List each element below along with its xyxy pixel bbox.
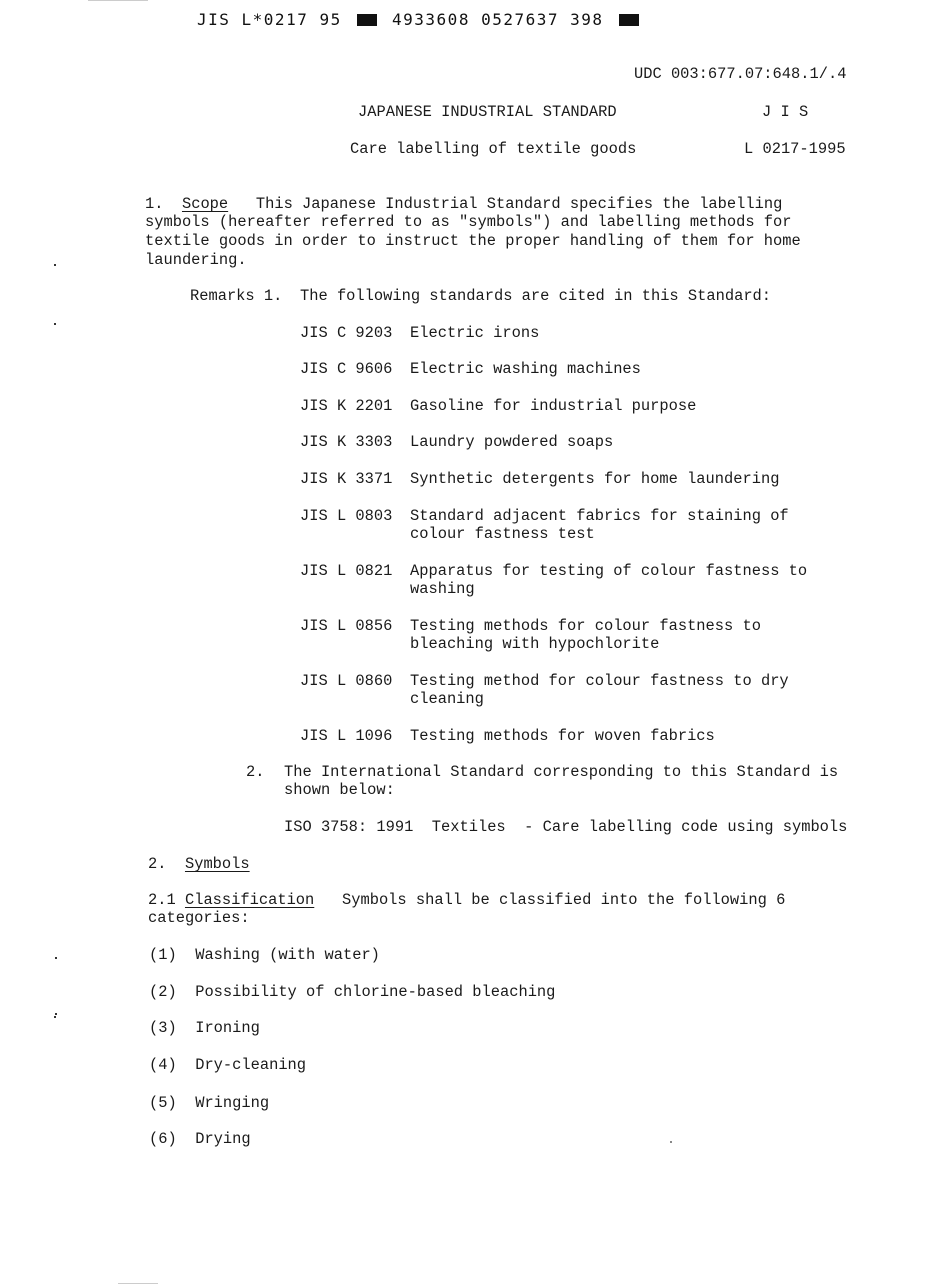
remarks-label: Remarks 1. [190,287,283,305]
cited-standard-code: JIS C 9606 [300,360,393,378]
scope-text-line: textile goods in order to instruct the proper handling of them for home [145,232,801,250]
section-number: 2. [148,855,167,873]
category-number: (6) [149,1130,177,1148]
scope-text-line: symbols (hereafter referred to as "symbols") and labelling methods for [145,213,792,231]
section-2-heading [148,855,250,874]
cited-standard-code: JIS L 0860 [300,672,393,690]
subsection-heading-classification: Classification [184,891,315,909]
iso-reference: ISO 3758: 1991 Textiles - Care labelling code using symbols [284,818,848,836]
cited-standard-code: JIS K 3303 [300,433,393,451]
cited-standard-title-cont: washing [410,580,475,598]
category-number: (4) [149,1056,177,1074]
cited-standard-title: Apparatus for testing of colour fastness to [410,562,808,580]
cited-standard-title-cont: bleaching with hypochlorite [410,635,660,653]
cited-standard-title-cont: colour fastness test [410,525,595,543]
cited-standard-title: Standard adjacent fabrics for staining of [410,507,789,525]
subsection-number: 2.1 [148,891,176,909]
cited-standard-code: JIS L 0821 [300,562,393,580]
cited-standard-code: JIS L 1096 [300,727,393,745]
category-label: Possibility of chlorine-based bleaching [195,983,556,1001]
cited-standard-title: Testing method for colour fastness to dry [410,672,789,690]
remark-2-text: shown below: [284,781,395,799]
scan-speck [670,1141,672,1143]
category-item [149,1094,269,1113]
scan-artifact [88,0,148,1]
scan-speck [55,957,57,959]
cited-standard-title: Electric washing machines [410,360,641,378]
scan-artifact [118,1283,158,1284]
udc-classification: UDC 003:677.07:648.1/.4 [634,65,847,83]
standard-organization: JAPANESE INDUSTRIAL STANDARD [358,103,617,121]
jis-mark: J I S [762,103,809,121]
document-title: Care labelling of textile goods [350,140,637,158]
cited-standard-code: JIS K 3371 [300,470,393,488]
category-label: Wringing [195,1094,270,1112]
remark-2-text: The International Standard corresponding to this Standard is [284,763,839,781]
cited-standard-title: Testing methods for colour fastness to [410,617,761,635]
document-serial: 4933608 0527637 398 [392,10,604,29]
category-number: (5) [149,1094,177,1112]
cited-standard-code: JIS K 2201 [300,397,393,415]
remark-2-number: 2. [246,763,265,781]
section-heading-symbols: Symbols [184,855,250,873]
remarks-intro: The following standards are cited in this Standard: [300,287,772,305]
category-item [149,946,380,965]
section-number: 1. [145,195,164,213]
cited-standard-title-cont: cleaning [410,690,484,708]
black-block-mark [619,14,639,26]
classification-text: Symbols shall be classified into the following 6 [342,891,786,909]
cited-standard-title: Electric irons [410,324,540,342]
cited-standard-title: Laundry powdered soaps [410,433,614,451]
document-code: JIS L*0217 95 [197,10,342,29]
cited-standard-code: JIS L 0803 [300,507,393,525]
category-item [149,983,555,1002]
cited-standard-title: Testing methods for woven fabrics [410,727,715,745]
cited-standard-code: JIS C 9203 [300,324,393,342]
category-item [149,1056,306,1075]
subsection-2-1 [148,891,785,910]
cited-standard-code: JIS L 0856 [300,617,393,635]
scope-text-line: This Japanese Industrial Standard specifies the labelling [255,195,783,213]
scan-speck [55,1013,57,1015]
category-number: (3) [149,1019,177,1037]
classification-text: categories: [148,909,250,927]
document-id-line [197,10,643,29]
category-label: Dry-cleaning [195,1056,307,1074]
scan-speck [54,323,56,325]
black-block-mark [357,14,377,26]
cited-standard-title: Synthetic detergents for home laundering [410,470,780,488]
category-label: Washing (with water) [195,946,380,964]
standard-number: L 0217-1995 [744,140,846,158]
scan-speck [54,1016,56,1018]
section-heading-scope: Scope [181,195,229,213]
category-number: (1) [149,946,177,964]
scan-speck [54,264,56,266]
category-item [149,1019,260,1038]
category-label: Drying [195,1130,251,1148]
cited-standard-title: Gasoline for industrial purpose [410,397,697,415]
category-item [149,1130,251,1149]
category-number: (2) [149,983,177,1001]
scope-text-line: laundering. [145,251,247,269]
category-label: Ironing [195,1019,260,1037]
scope-first-line [145,195,782,214]
